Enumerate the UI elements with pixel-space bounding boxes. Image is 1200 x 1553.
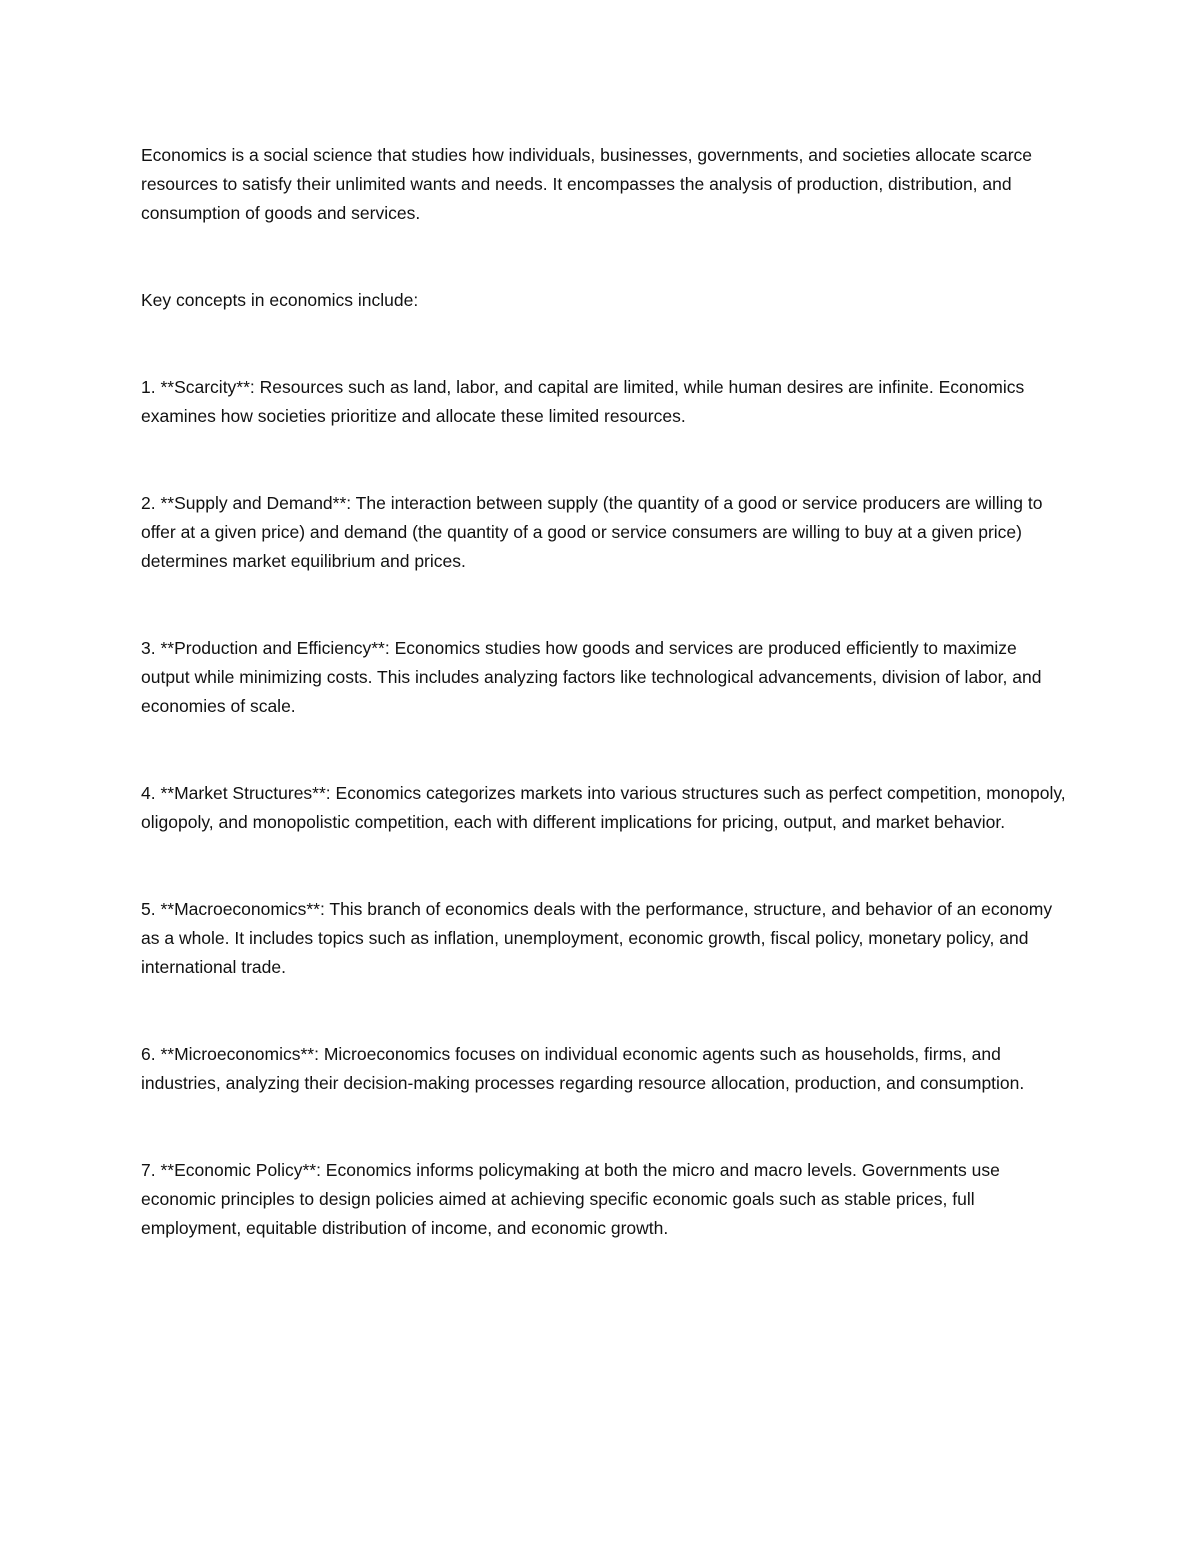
paragraph-spacer — [141, 431, 1066, 489]
concept-macroeconomics: 5. **Macroeconomics**: This branch of economics deals with the performance, structure, and behavior of an economy as a whole. It includes topics such as inflation, unemployment, economic growth, fiscal policy, monetary policy, and international trade. — [141, 899, 1053, 977]
concept-microeconomics: 6. **Microeconomics**: Microeconomics focuses on individual economic agents such as households, firms, and industries, analyzing their decision-making processes regarding resource allocation, production, and consumption. — [141, 1044, 1025, 1093]
concept-market-structures: 4. **Market Structures**: Economics categorizes markets into various structures such as perfect competition, monopoly, oligopoly, and monopolistic competition, each with different implications for pricing, output, and market behavior. — [141, 783, 1066, 832]
paragraph-spacer — [141, 315, 1066, 373]
paragraph-spacer — [141, 721, 1066, 779]
paragraph-spacer — [141, 837, 1066, 895]
lead-in-paragraph: Key concepts in economics include: — [141, 290, 419, 310]
paragraph-spacer — [141, 1098, 1066, 1156]
paragraph-spacer — [141, 228, 1066, 286]
document-body — [141, 141, 1066, 1243]
concept-economic-policy: 7. **Economic Policy**: Economics informs policymaking at both the micro and macro levels. Governments use economic principles to design policies aimed at achieving specific economic goals such as stable prices, full employment, equitable distribution of income, and economic growth. — [141, 1160, 1000, 1238]
concept-scarcity: 1. **Scarcity**: Resources such as land, labor, and capital are limited, while human desires are infinite. Economics examines how societies prioritize and allocate these limited resources. — [141, 377, 1025, 426]
paragraph-spacer — [141, 982, 1066, 1040]
paragraph-spacer — [141, 576, 1066, 634]
concept-production-and-efficiency: 3. **Production and Efficiency**: Economics studies how goods and services are produced efficiently to maximize output while minimizing costs. This includes analyzing factors like technological advancements, division of labor, and economies of scale. — [141, 638, 1042, 716]
concept-supply-and-demand: 2. **Supply and Demand**: The interaction between supply (the quantity of a good or service producers are willing to offer at a given price) and demand (the quantity of a good or service consumers are willing to buy at a given price) determines market equilibrium and prices. — [141, 493, 1043, 571]
intro-paragraph: Economics is a social science that studies how individuals, businesses, governments, and societies allocate scarce resources to satisfy their unlimited wants and needs. It encompasses the analysis of production, distribution, and consumption of goods and services. — [141, 145, 1033, 223]
